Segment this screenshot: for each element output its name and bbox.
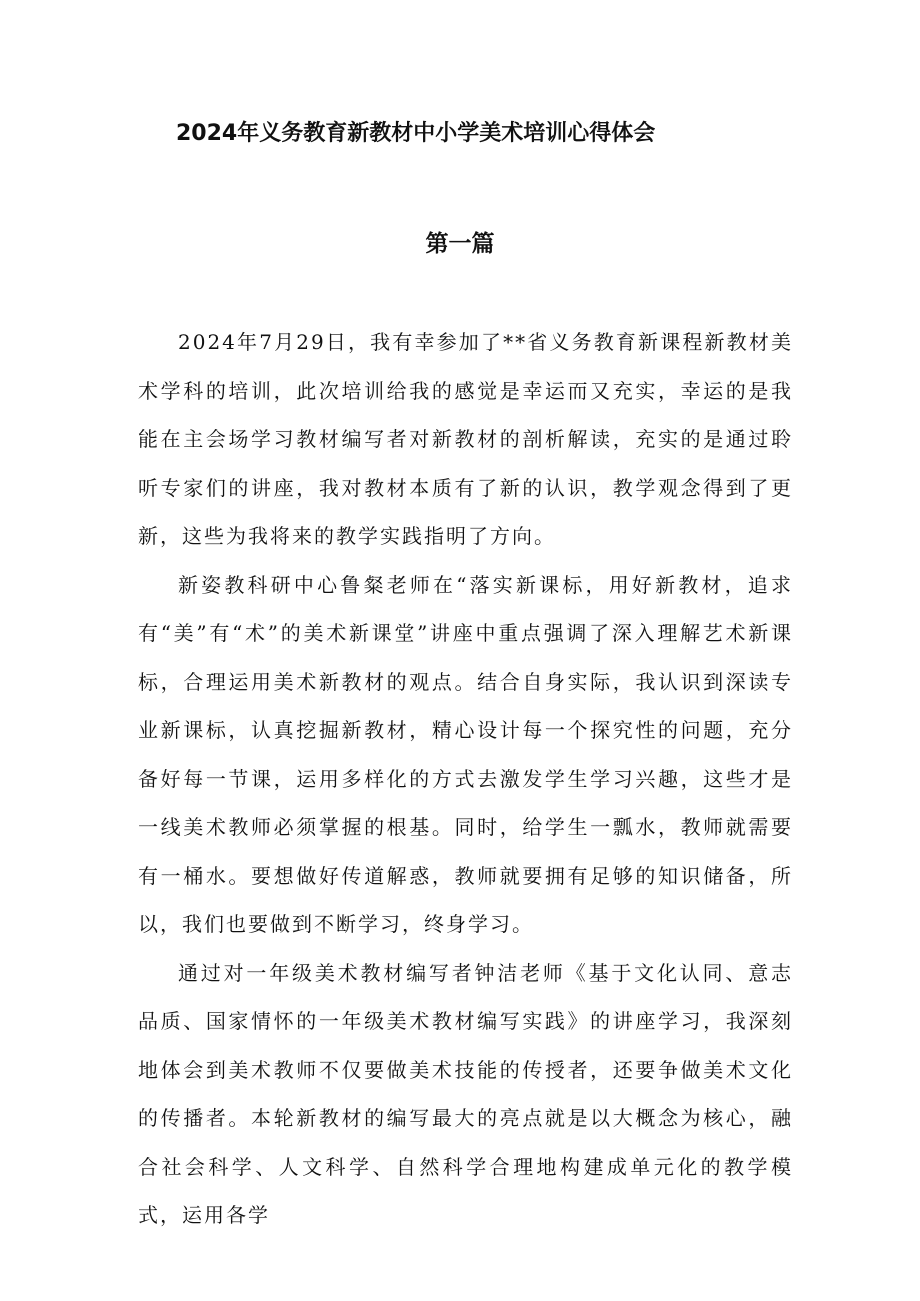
paragraph-3: 通过对一年级美术教材编写者钟洁老师《基于文化认同、意志品质、国家情怀的一年级美术教材编写实践》的讲座学习，我深刻地体会到美术教师不仅要做美术技能的传授者，还要争做美术文化的传播者。本轮新教材的编写最大的亮点就是以大概念为核心，融合社会科学、人文科学、自然科学合理地构建成单元化的教学模式，运用各学	[138, 960, 793, 1227]
document-title: 2024年义务教育新教材中小学美术培训心得体会	[176, 121, 656, 146]
section-heading: 第一篇	[425, 231, 495, 257]
document-body	[138, 318, 793, 1240]
paragraph-2: 新姿教科研中心鲁粲老师在“落实新课标，用好新教材，追求有“美”有“术”的美术新课堂”讲座中重点强调了深入理解艺术新课标，合理运用美术新教材的观点。结合自身实际，我认识到深读专业新课标，认真挖掘新教材，精心设计每一个探究性的问题，充分备好每一节课，运用多样化的方式去激发学生学习兴趣，这些才是一线美术教师必须掌握的根基。同时，给学生一瓢水，教师就需要有一桶水。要想做好传道解惑，教师就要拥有足够的知识储备，所以，我们也要做到不断学习，终身学习。	[138, 572, 793, 936]
paragraph-1: 2024年7月29日，我有幸参加了**省义务教育新课程新教材美术学科的培训，此次培训给我的感觉是幸运而又充实，幸运的是我能在主会场学习教材编写者对新教材的剖析解读，充实的是通过聆听专家们的讲座，我对教材本质有了新的认识，教学观念得到了更新，这些为我将来的教学实践指明了方向。	[138, 330, 793, 548]
